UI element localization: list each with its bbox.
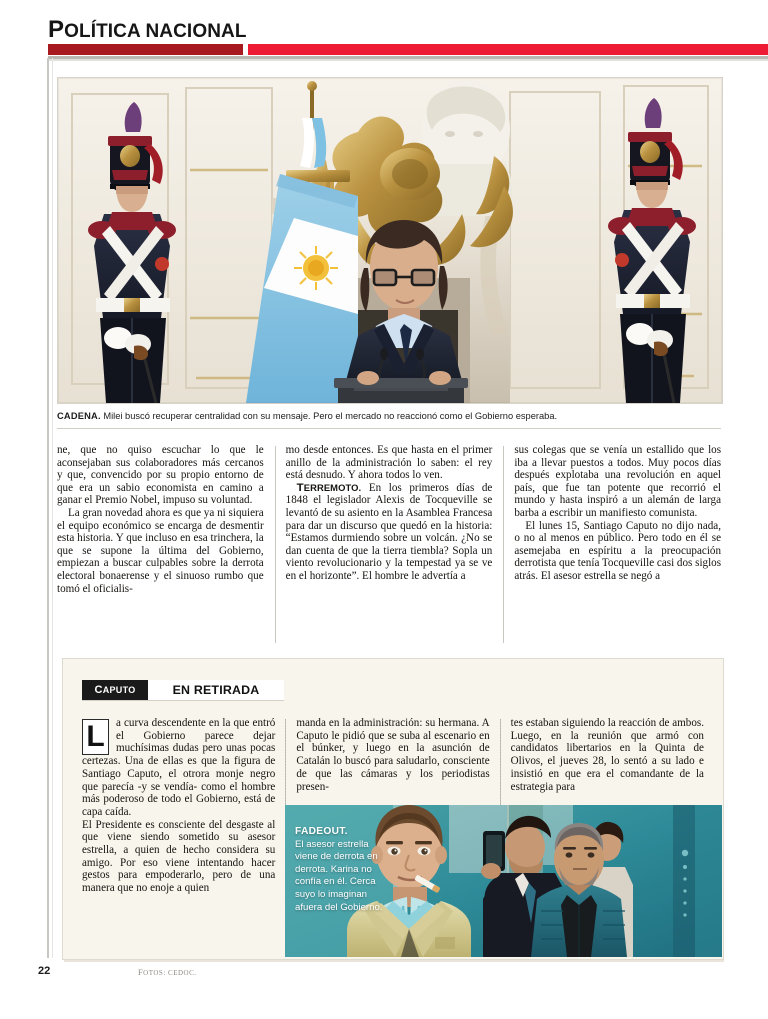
- hero-caption-label: CADENA.: [57, 411, 101, 421]
- masthead-rule-dark: [48, 44, 243, 55]
- article-column-3-text: [514, 444, 721, 583]
- secondary-photo-caption: [295, 826, 391, 914]
- paragraph: manda en la administración: su hermana. A Caputo le pidió que se suba al escenario en el búnker, y luego en la asunción de Catalán lo buscó para saludarlo, consciente de que las cámaras y los periodistas presen-: [296, 717, 490, 793]
- photo-credit: [138, 968, 197, 977]
- hero-caption-text: Milei buscó recuperar centralidad con su mensaje. Pero el mercado no reaccionó como el Gobierno esperaba.: [103, 411, 558, 421]
- article-columns: [57, 444, 721, 649]
- sidebar-tag-initial: C: [94, 684, 103, 696]
- section-kicker: [48, 18, 768, 42]
- paragraph: sus colegas que se venía un estallido que los iba a llevar puestos a todos. Muy pocos días después explotaba una revolución en aquel país, que fue tan potente que recorrió el mundo y hasta inspiró a un alemán de larga barba a escribir un manifiesto comunista.: [514, 444, 722, 519]
- hero-caption: [57, 410, 721, 422]
- page-spine-rule: [47, 58, 49, 958]
- paragraph: ne, que no quiso escuchar lo que le aconsejaban sus colaboradores más cercanos y que, convencido por su propio entorno de que era un sabio economista en camino a ganar el Premio Nobel, impuso su voluntad.: [57, 444, 264, 507]
- page-number: 22: [38, 965, 51, 977]
- paragraph-with-subhead: [286, 482, 493, 583]
- subhead-label: TERREMOTO.: [296, 481, 362, 494]
- photo-credit-sep: : C: [163, 969, 174, 977]
- secondary-photo-caption-text: El asesor estrella viene de derrota en derrota. Karina no confía en él. Cerca suyo lo imaginan afuera del Gobierno.: [295, 838, 383, 913]
- section-kicker-rest: OLÍTICA NACIONAL: [64, 21, 247, 42]
- paragraph-text: En los primeros días de 1848 el legislador Alexis de Tocqueville se levantó de su asiento en la Asamblea Francesa para dar un discurso que quedó en la historia: “Estamos durmiendo sobre un volcán. ¿No se dan cuenta de que la tierra tiembla? Sopla un viento revolucionario y la tempestad ya se ve en el horizonte”. El hombre le advertía a: [285, 481, 493, 582]
- sidebar-tag-underline: [82, 700, 284, 701]
- secondary-photo: [285, 805, 722, 957]
- photo-credit-tail: EDOC: [173, 969, 195, 977]
- paragraph: mo desde entonces. Es que hasta en el primer anillo de la administración lo saben: el rey está desnudo. Y ahora todos lo ven.: [285, 444, 493, 482]
- subhead-label-rest: ERREMOTO.: [303, 481, 362, 493]
- photo-credit-rest: OTOS: [143, 969, 164, 977]
- article-column-3: [503, 444, 721, 649]
- paragraph: El Presidente es consciente del desgaste al que viene siendo sometido su asesor estrella, a quien de hecho considera su amigo. Por eso viene intentando hacer gestos para empoderarlo, pero de una manera que no enoje a quien: [82, 818, 276, 895]
- sidebar-tag-badge: [82, 680, 148, 700]
- paragraph: tes estaban siguiendo la reacción de ambos. Luego, en la reunión que armó con candidatos libertarios en la Quinta de Olivos, el jueves 28, lo sentó a su lado e insistió en que era el comandante de la estrategia para: [510, 717, 704, 793]
- photo-credit-end: .: [194, 969, 197, 977]
- hero-photo: [57, 77, 723, 404]
- drop-cap: L: [82, 719, 109, 755]
- paragraph: a curva descendente en la que entró el Gobierno parece dejar muchísimas dudas pero unas pocas certezas. Una de ellas es que la figura de Santiago Caputo, el otrora monje negro que parecía -y se vendía- como el hombre más poderoso de todo el Gobierno, está de capa caída.: [82, 717, 276, 818]
- paragraph: El lunes 15, Santiago Caputo no dijo nada, o no al menos en público. Pero todo en él se asemejaba en espíritu a la preocupación derrotista que tenía Tocqueville casi dos siglos atrás. El asesor estrella se negó a: [514, 519, 722, 582]
- section-masthead: [48, 18, 768, 60]
- sidebar-tag-row: [82, 680, 284, 700]
- sidebar-column-3-text: [511, 717, 704, 793]
- sidebar-tag-rest: APUTO: [102, 685, 136, 695]
- masthead-rule-grey-light: [48, 59, 768, 61]
- section-kicker-initial: P: [48, 16, 65, 43]
- sidebar-headline: EN RETIRADA: [172, 683, 260, 697]
- hero-caption-rule: [57, 428, 721, 429]
- masthead-rule-bright: [248, 44, 768, 55]
- photo-credit-initial: F: [138, 968, 144, 977]
- sidebar-column-1-text: [82, 717, 275, 895]
- article-column-1-text: [57, 444, 264, 595]
- masthead-rule-row: [48, 44, 768, 55]
- article-column-1: [57, 444, 264, 649]
- sidebar-column-1: [82, 717, 275, 895]
- page-spine-rule-light: [52, 58, 53, 958]
- article-column-2: [275, 444, 493, 649]
- article-column-2-text: [286, 444, 493, 583]
- paragraph: La gran novedad ahora es que ya ni siquiera el equipo económico se encarga de desmentir esta historia. Y que incluso en esa trinchera, la que se supone la última del Gobierno, empiezan a buscar culpables sobre la derrota electoral bonaerense y el sinuoso rumbo que tomó el oficialis-: [57, 506, 264, 595]
- sidebar-column-2-text: [296, 717, 489, 793]
- hero-photo-illustration: [58, 78, 722, 403]
- secondary-photo-caption-label: FADEOUT.: [295, 826, 348, 837]
